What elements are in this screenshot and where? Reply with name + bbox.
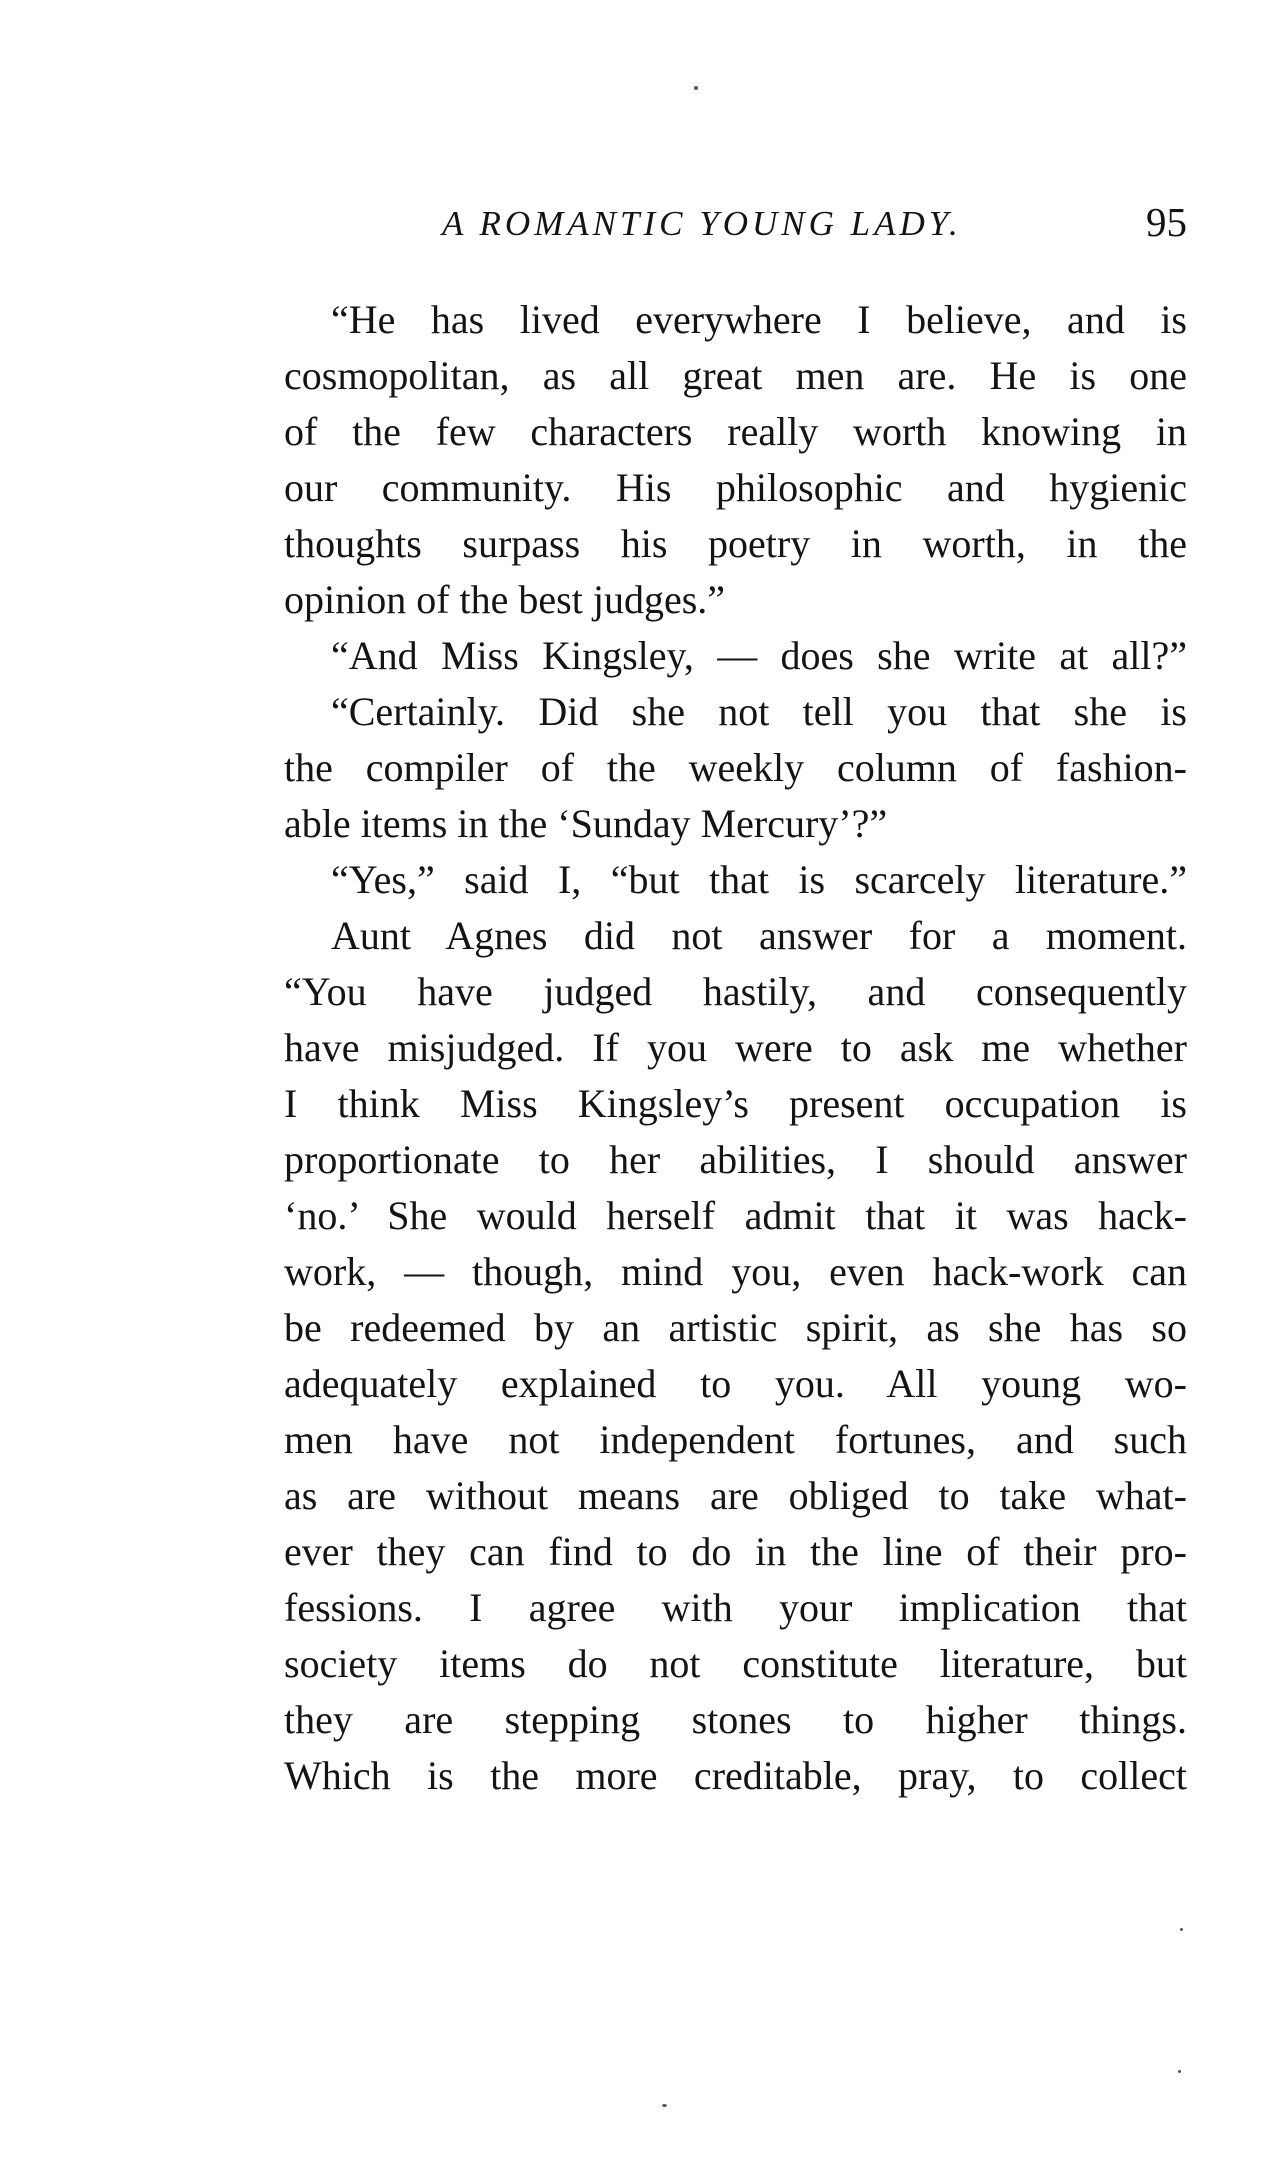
text-line: “He has lived everywhere I believe, and is [331,297,1187,342]
text-line: opinion of the best judges.” [284,577,726,622]
text-line: men have not independent fortunes, and such [284,1417,1187,1462]
page-header [282,198,1187,258]
body-text [284,292,1187,1804]
scan-speck [694,86,698,90]
text-line: society items do not constitute literature, but [284,1641,1187,1686]
text-line: proportionate to her abilities, I should answer [284,1137,1187,1182]
text-line: cosmopolitan, as all great men are. He is one [284,353,1187,398]
text-line: able items in the ‘Sunday Mercury’?” [284,801,888,846]
text-line: “And Miss Kingsley, — does she write at all?” [331,633,1187,678]
text-line: of the few characters really worth knowing in [284,409,1187,454]
running-title: A ROMANTIC YOUNG LADY. [442,204,962,243]
text-line: our community. His philosophic and hygienic [284,465,1187,510]
scan-speck [1178,2070,1181,2073]
page-number: 95 [1146,199,1187,245]
text-line: Aunt Agnes did not answer for a moment. [331,913,1187,958]
text-line: adequately explained to you. All young wo- [284,1361,1187,1406]
text-line: “You have judged hastily, and consequently [284,969,1187,1014]
text-line: fessions. I agree with your implication that [284,1585,1187,1630]
text-line: the compiler of the weekly column of fashion- [284,745,1187,790]
text-line: “Yes,” said I, “but that is scarcely literature.” [331,857,1187,902]
scan-speck [662,2104,667,2107]
text-line: ‘no.’ She would herself admit that it was hack- [284,1193,1187,1238]
text-line: “Certainly. Did she not tell you that she is [331,689,1187,734]
scan-speck [1180,1928,1183,1931]
text-line: thoughts surpass his poetry in worth, in the [284,521,1187,566]
text-line: ever they can find to do in the line of their pro- [284,1529,1187,1574]
text-line: work, — though, mind you, even hack-work can [284,1249,1187,1294]
text-line: they are stepping stones to higher things. [284,1697,1187,1742]
text-line: be redeemed by an artistic spirit, as she has so [284,1305,1187,1350]
text-line: Which is the more creditable, pray, to collect [284,1753,1187,1798]
text-line: I think Miss Kingsley’s present occupation is [284,1081,1187,1126]
text-line: as are without means are obliged to take what- [284,1473,1187,1518]
text-line: have misjudged. If you were to ask me whether [284,1025,1187,1070]
